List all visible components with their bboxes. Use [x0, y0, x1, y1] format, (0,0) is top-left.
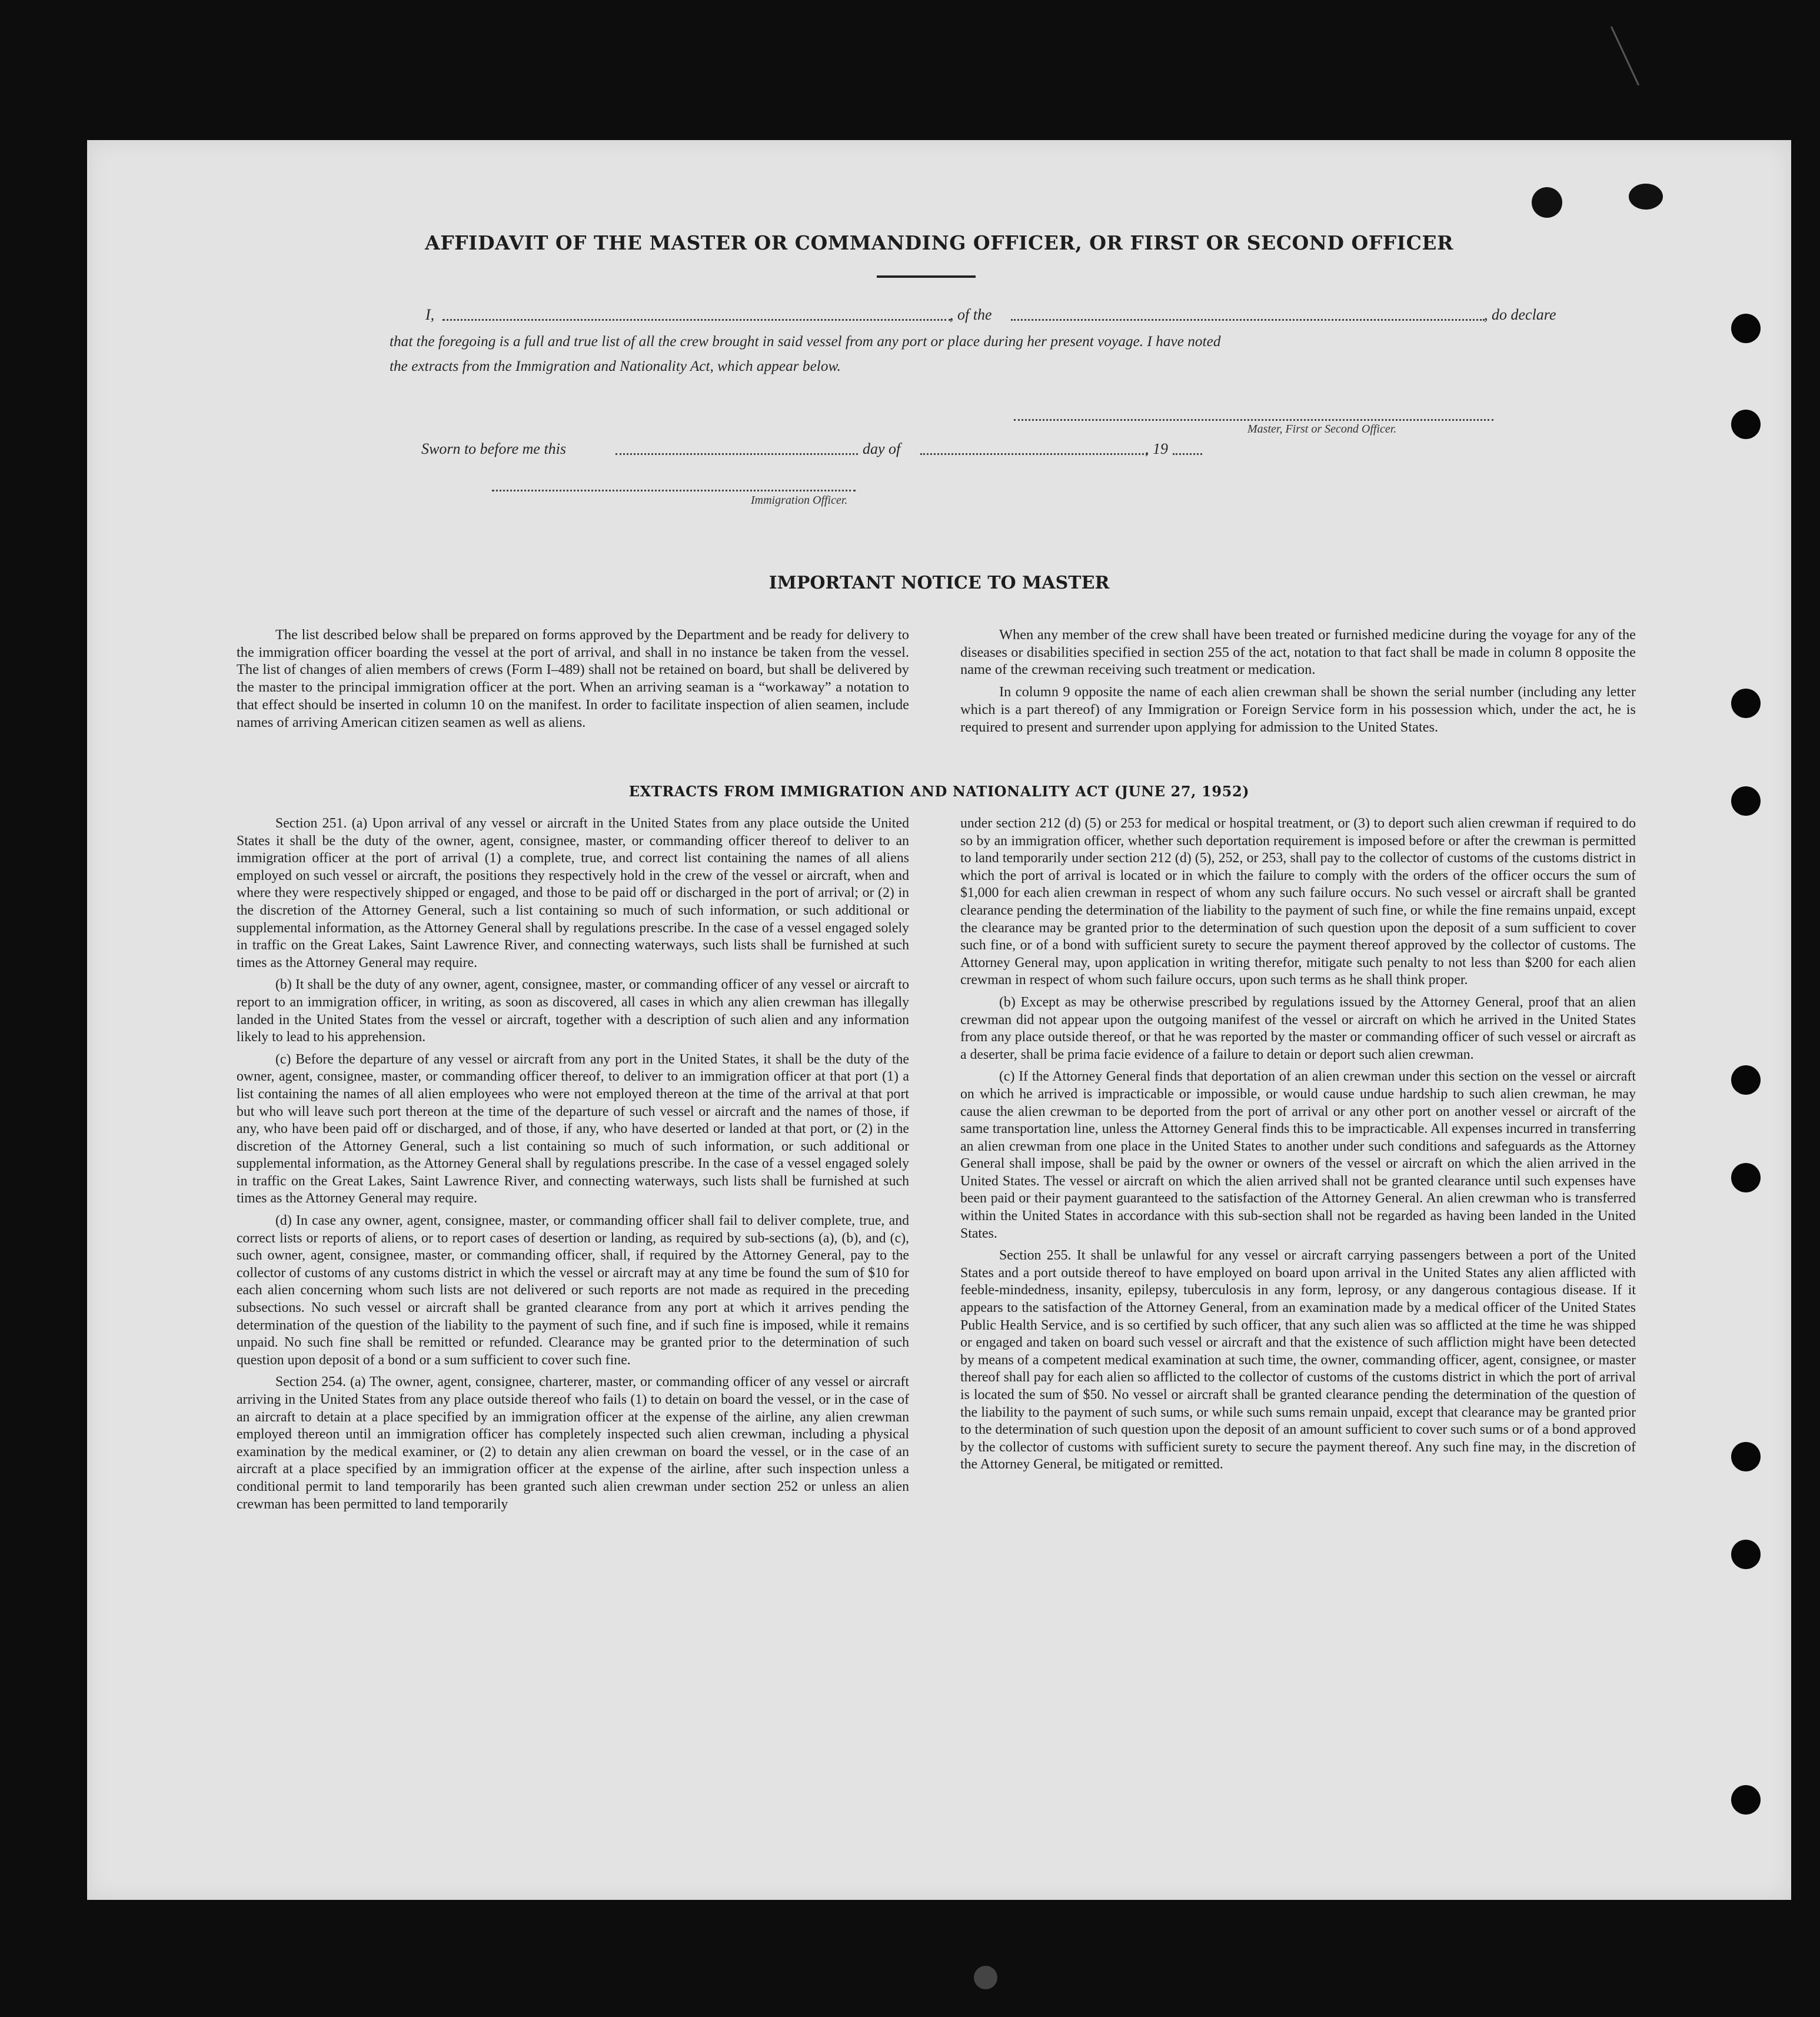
- declaration-text-line2: that the foregoing is a full and true list of all the crew brought in said vessel from any port or place during her present voyage. I have noted: [390, 333, 1221, 350]
- section-251-b: (b) It shall be the duty of any owner, agent, consignee, master, or commanding officer of any vessel or aircraft to report to an immigration officer, in writing, as soon as discovered, all cases in which any alien crewman has illegally landed in the United States from the vessel or aircraft, together with a description of such alien and any information likely to lead to his apprehension.: [237, 977, 909, 1045]
- sworn-year-field[interactable]: [1173, 453, 1202, 455]
- film-mark: [974, 1966, 997, 1989]
- notice-right-paragraph-2: In column 9 opposite the name of each alien crewman shall be shown the serial number (including any letter which is a part thereof) of any Immigration or Foreign Service form in his possession which, under the act, he is required to present and surrender upon applying for admission to the United States.: [960, 684, 1636, 735]
- sworn-day-of: day of: [863, 440, 901, 457]
- section-254-b: (b) Except as may be otherwise prescribed by regulations issued by the Attorney General, proof that an alien crewman did not appear upon the outgoing manifest of the vessel or aircraft on which he arrived in the United States from any place outside thereof, or that he was reported by the master or commanding officer of such vessel or aircraft as a deserter, shall be prima facie evidence of a failure to detain or deport such alien crewman.: [960, 994, 1636, 1062]
- vessel-name-field[interactable]: [1011, 319, 1485, 321]
- punch-hole: [1731, 1540, 1761, 1569]
- punch-hole: [1731, 689, 1761, 718]
- notice-right-column: [960, 626, 1636, 737]
- notice-left-paragraph: The list described below shall be prepared on forms approved by the Department and be ready for delivery to the immigration officer boarding the vessel at the port of arrival, and shall in no instance be taken from the vessel. The list of changes of alien members of crews (Form I–489) shall not be retained on board, but shall be delivered by the master to the principal immigration officer at the port. When an arriving seaman is a “workaway” a notation to that effect should be inserted in column 10 on the manifest. In order to facilitate inspection of alien seamen, include names of arriving American citizen seamen as well as aliens.: [237, 627, 909, 730]
- title-rule: [877, 275, 976, 278]
- declarant-of-the: , of the: [950, 306, 992, 323]
- affidavit-title: AFFIDAVIT OF THE MASTER OR COMMANDING OFFICER, OR FIRST OR SECOND OFFICER: [425, 231, 1453, 254]
- section-254-a: Section 254. (a) The owner, agent, consignee, charterer, master, or commanding officer of any vessel or aircraft arriving in the United States from any place outside thereof who fails (1) to detain on board the vessel, or in the case of an aircraft to detain at a place specified by an immigration officer at the expense of the airline, any alien crewman employed thereon until an immigration officer has completely inspected such alien crewman, including a physical examination by the medical examiner, or (2) to detain any alien crewman on board the vessel, or in the case of an aircraft at a place specified by an immigration officer at the expense of the airline, after such inspection unless a conditional permit to land temporarily has been granted such alien crewman under section 252 or unless an alien crewman has been permitted to land temporarily: [237, 1374, 909, 1512]
- section-254-a-continued: under section 212 (d) (5) or 253 for medical or hospital treatment, or (3) to deport such alien crewman if required to do so by an immigration officer, whether such deportation requirement is imposed before or after the crewman is permitted to land temporarily under section 212 (d) (5), 252, or 253, shall pay to the collector of customs of the customs district in which the port of arrival is located or in which the failure to comply with the orders of the officer occurs the sum of $1,000 for each alien crewman in respect of whom any such failure occurs. No such vessel or aircraft shall be granted clearance pending the determination of the liability to the payment of such fine, or while the fine remains unpaid, except the clearance may be granted prior to the determination of such question upon the deposit of a sum sufficient to cover such fine, or of a bond with sufficient surety to secure the payment thereof approved by the collector of customs. The Attorney General may, upon application in writing therefor, mitigate such penalty to not less than $200 for each alien crewman in respect of whom such failure occurs, upon such terms as he shall think proper.: [960, 816, 1636, 988]
- punch-hole: [1731, 1785, 1761, 1815]
- punch-hole: [1731, 1065, 1761, 1095]
- section-254-c: (c) If the Attorney General finds that deportation of an alien crewman under this section on the vessel or aircraft on which he arrived is impracticable or impossible, or would cause undue hardship to such alien crewman, he may cause the alien crewman to be deported from the port of arrival or any other port on another vessel or aircraft of the same transportation line, unless the Attorney General finds this to be impracticable. All expenses incurred in transferring an alien crewman from one place in the United States to another under such conditions and safeguards as the Attorney General shall impose, shall be paid by the owner or owners of the vessel or aircraft on which the alien arrived in the United States. The vessel or aircraft on which the alien arrived shall not be granted clearance until such expenses have been paid or their payment guaranteed to the satisfaction of the Attorney General. An alien crewman who is transferred within the United States in accordance with this sub-section shall not be regarded as having been landed in the United States.: [960, 1069, 1636, 1241]
- extracts-left-column: [237, 815, 909, 1513]
- declaration-text-line3: the extracts from the Immigration and Nationality Act, which appear below.: [390, 358, 841, 374]
- sworn-month-field[interactable]: [920, 453, 1147, 455]
- punch-hole: [1731, 314, 1761, 343]
- sworn-year-prefix: , 19: [1145, 440, 1168, 457]
- section-251-c: (c) Before the departure of any vessel or aircraft from any port in the United States, it shall be the duty of the owner, agent, consignee, master, or commanding officer thereof, to deliver to an immigration officer at that port (1) a list containing the names of all alien employees who were not employed thereon at the time of the arrival at that port but who will leave such port thereon at the time of the departure of such vessel or aircraft and the names of those, if any, who have been paid off or discharged, and of those, if any, who have deserted or landed at that port, or (2) in the discretion of the Attorney General, such a list containing so much of such information, or such additional or supplemental information, as the Attorney General shall by regulations prescribe. In the case of a vessel engaged solely in traffic on the Great Lakes, Saint Lawrence River, and connecting waterways, such lists shall be furnished at such times as the Attorney General may require.: [237, 1051, 909, 1207]
- punch-hole: [1731, 1163, 1761, 1192]
- sworn-day-field[interactable]: [615, 453, 858, 455]
- immigration-officer-label: Immigration Officer.: [751, 494, 848, 507]
- notice-left-column: [237, 626, 909, 733]
- section-255: Section 255. It shall be unlawful for any vessel or aircraft carrying passengers between a port of the United States and a port outside thereof to have employed on board upon arrival in the United States any alien afflicted with feeble-mindedness, insanity, epilepsy, tuberculosis in any form, leprosy, or any dangerous contagious disease. If it appears to the satisfaction of the Attorney General, from an examination made by a medical officer of the United States Public Health Service, and is so certified by such officer, that any such alien was so afflicted at the time he was shipped or engaged and taken on board such vessel or aircraft and that the existence of such affliction might have been detected by means of a competent medical examination at such time, the owner, commanding officer, agent, consignee, or master thereof shall pay for each alien so afflicted to the collector of customs of the customs district in which the port of arrival is located the sum of $50. No vessel or aircraft shall be granted clearance pending the determination of the question of the liability to the payment of such sums, or while such sums remain unpaid, except that clearance may be granted prior to the determination of such question upon the deposit of an amount sufficient to cover such sums or of a bond approved by the collector of customs with sufficient surety to secure the payment thereof. Any such fine may, in the discretion of the Attorney General, be mitigated or remitted.: [960, 1248, 1636, 1473]
- edge-scratch: [1611, 26, 1639, 86]
- punch-hole: [1731, 1442, 1761, 1471]
- master-signature-field[interactable]: [1014, 419, 1493, 421]
- declare-suffix: , do declare: [1484, 306, 1556, 323]
- master-signature-label: Master, First or Second Officer.: [1247, 423, 1397, 436]
- ink-blot: [1629, 184, 1663, 210]
- section-251-d: (d) In case any owner, agent, consignee, master, or commanding officer shall fail to deliver complete, true, and correct lists or reports of aliens, or to report cases of desertion or landing, as required by sub-sections (a), (b), and (c), such owner, agent, consignee, master, or commanding officer, shall, if required by the Attorney General, pay to the collector of customs of any customs district in which the vessel or aircraft may at any time be found the sum of $10 for each alien concerning whom such lists are not delivered or such reports are not made as required in the preceding subsections. No such vessel or aircraft shall be granted clearance from any port at which it arrives pending the determination of the question of the liability to the payment of such fine, and if such fine is imposed, while it remains unpaid. No such fine shall be remitted or refunded. Clearance may be granted prior to the determination of such question upon deposit of a bond or a sum sufficient to cover such fine.: [237, 1213, 909, 1368]
- punch-hole: [1731, 410, 1761, 439]
- form-sheet: [87, 140, 1791, 1900]
- section-251-a: Section 251. (a) Upon arrival of any vessel or aircraft in the United States from any place outside the United States it shall be the duty of the owner, agent, consignee, master, or commanding officer thereof to deliver to an immigration officer at the port of arrival (1) a complete, true, and correct list containing the names of all aliens employed on such vessel or aircraft, the positions they respectively hold in the crew of the vessel or aircraft, when and where they were respectively shipped or engaged, and those to be paid off or discharged in the port of arrival; or (2) in the discretion of the Attorney General, such a list containing so much of such information, or such additional or supplemental information, as the Attorney General shall by regulations prescribe. In the case of a vessel engaged solely in traffic on the Great Lakes, Saint Lawrence River, and connecting waterways, such lists shall be furnished at such times as the Attorney General may require.: [237, 816, 909, 971]
- ink-blot: [1532, 187, 1562, 218]
- sworn-prefix: Sworn to before me this: [421, 440, 567, 457]
- declarant-name-field[interactable]: [442, 319, 951, 321]
- declarant-prefix: I,: [425, 306, 435, 323]
- extracts-title: EXTRACTS FROM IMMIGRATION AND NATIONALITY ACT (JUNE 27, 1952): [628, 783, 1250, 800]
- notice-title: IMPORTANT NOTICE TO MASTER: [768, 573, 1110, 593]
- immigration-officer-signature-field[interactable]: [492, 490, 856, 491]
- extracts-right-column: [960, 815, 1636, 1474]
- notice-right-paragraph-1: When any member of the crew shall have been treated or furnished medicine during the voyage for any of the diseases or disabilities specified in section 255 of the act, notation to that fact shall be made in column 8 opposite the name of the crewman receiving such treatment or medication.: [960, 627, 1636, 678]
